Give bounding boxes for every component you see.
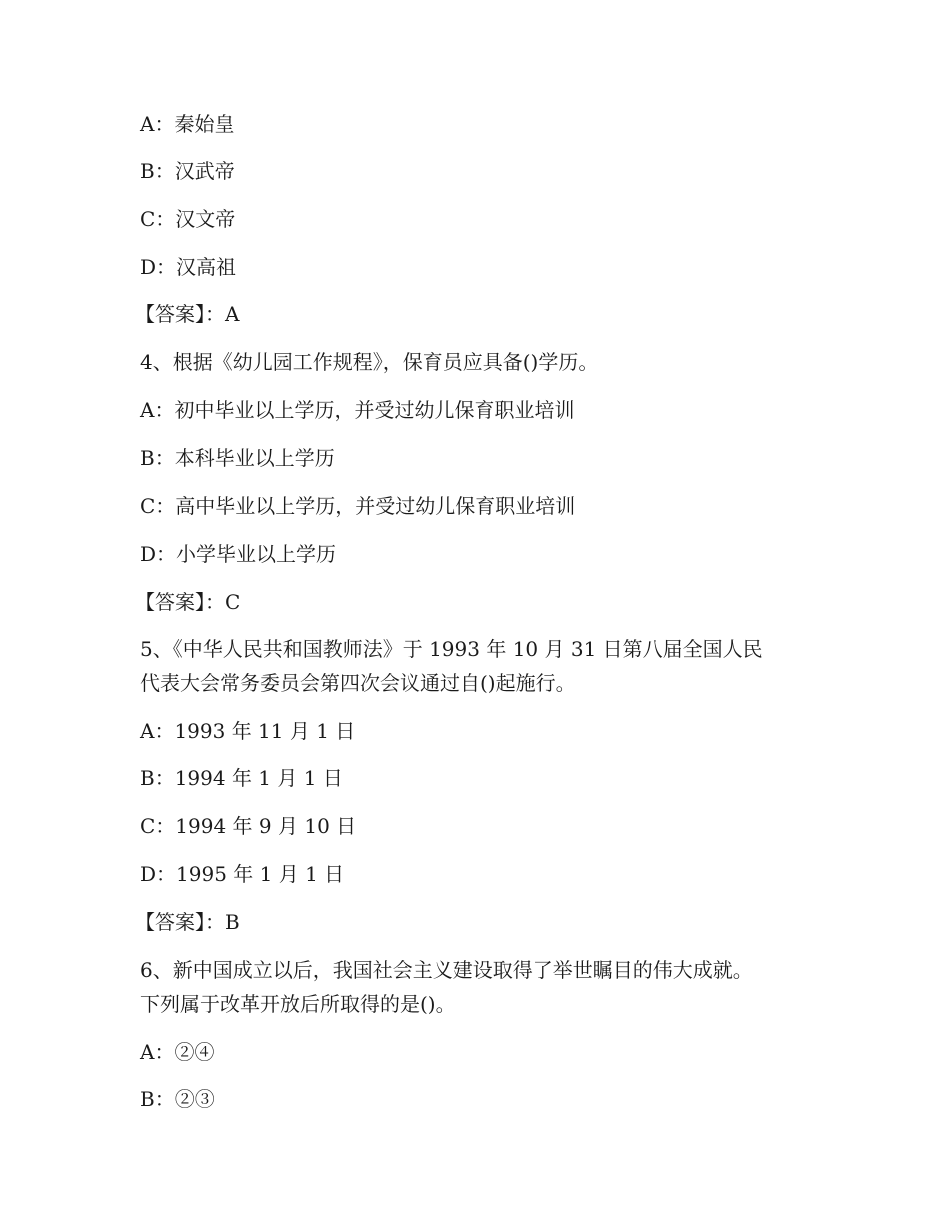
q4-option-b: B：本科毕业以上学历 xyxy=(140,446,335,470)
q3-option-a: A：秦始皇 xyxy=(140,112,235,136)
q6-option-b: B：②③ xyxy=(140,1087,215,1111)
q4-stem: 4、根据《幼儿园工作规程》，保育员应具备()学历。 xyxy=(140,350,599,374)
q3-option-b: B：汉武帝 xyxy=(140,159,235,183)
q5-stem-line-2: 代表大会常务委员会第四次会议通过自()起施行。 xyxy=(140,671,576,695)
q6-stem-line-1: 6、新中国成立以后，我国社会主义建设取得了举世瞩目的伟大成就。 xyxy=(140,958,753,982)
q4-option-d: D：小学毕业以上学历 xyxy=(140,542,337,566)
q6-option-a: A：②④ xyxy=(140,1040,215,1064)
q6-stem-line-2: 下列属于改革开放后所取得的是()。 xyxy=(140,992,456,1016)
q3-option-d: D：汉高祖 xyxy=(140,255,237,279)
q5-option-d: D：1995 年 1 月 1 日 xyxy=(140,862,345,886)
q5-option-b: B：1994 年 1 月 1 日 xyxy=(140,766,343,790)
q4-option-c: C：高中毕业以上学历，并受过幼儿保育职业培训 xyxy=(140,494,576,518)
q5-answer: 【答案】：B xyxy=(135,910,240,934)
q5-stem-line-1: 5、《中华人民共和国教师法》于 1993 年 10 月 31 日第八届全国人民 xyxy=(140,637,763,661)
q5-option-a: A：1993 年 11 月 1 日 xyxy=(140,719,356,743)
q4-option-a: A：初中毕业以上学历，并受过幼儿保育职业培训 xyxy=(140,398,575,422)
q3-answer: 【答案】：A xyxy=(135,302,240,326)
q3-option-c: C：汉文帝 xyxy=(140,207,236,231)
q5-option-c: C：1994 年 9 月 10 日 xyxy=(140,814,357,838)
q4-answer: 【答案】：C xyxy=(135,590,241,614)
